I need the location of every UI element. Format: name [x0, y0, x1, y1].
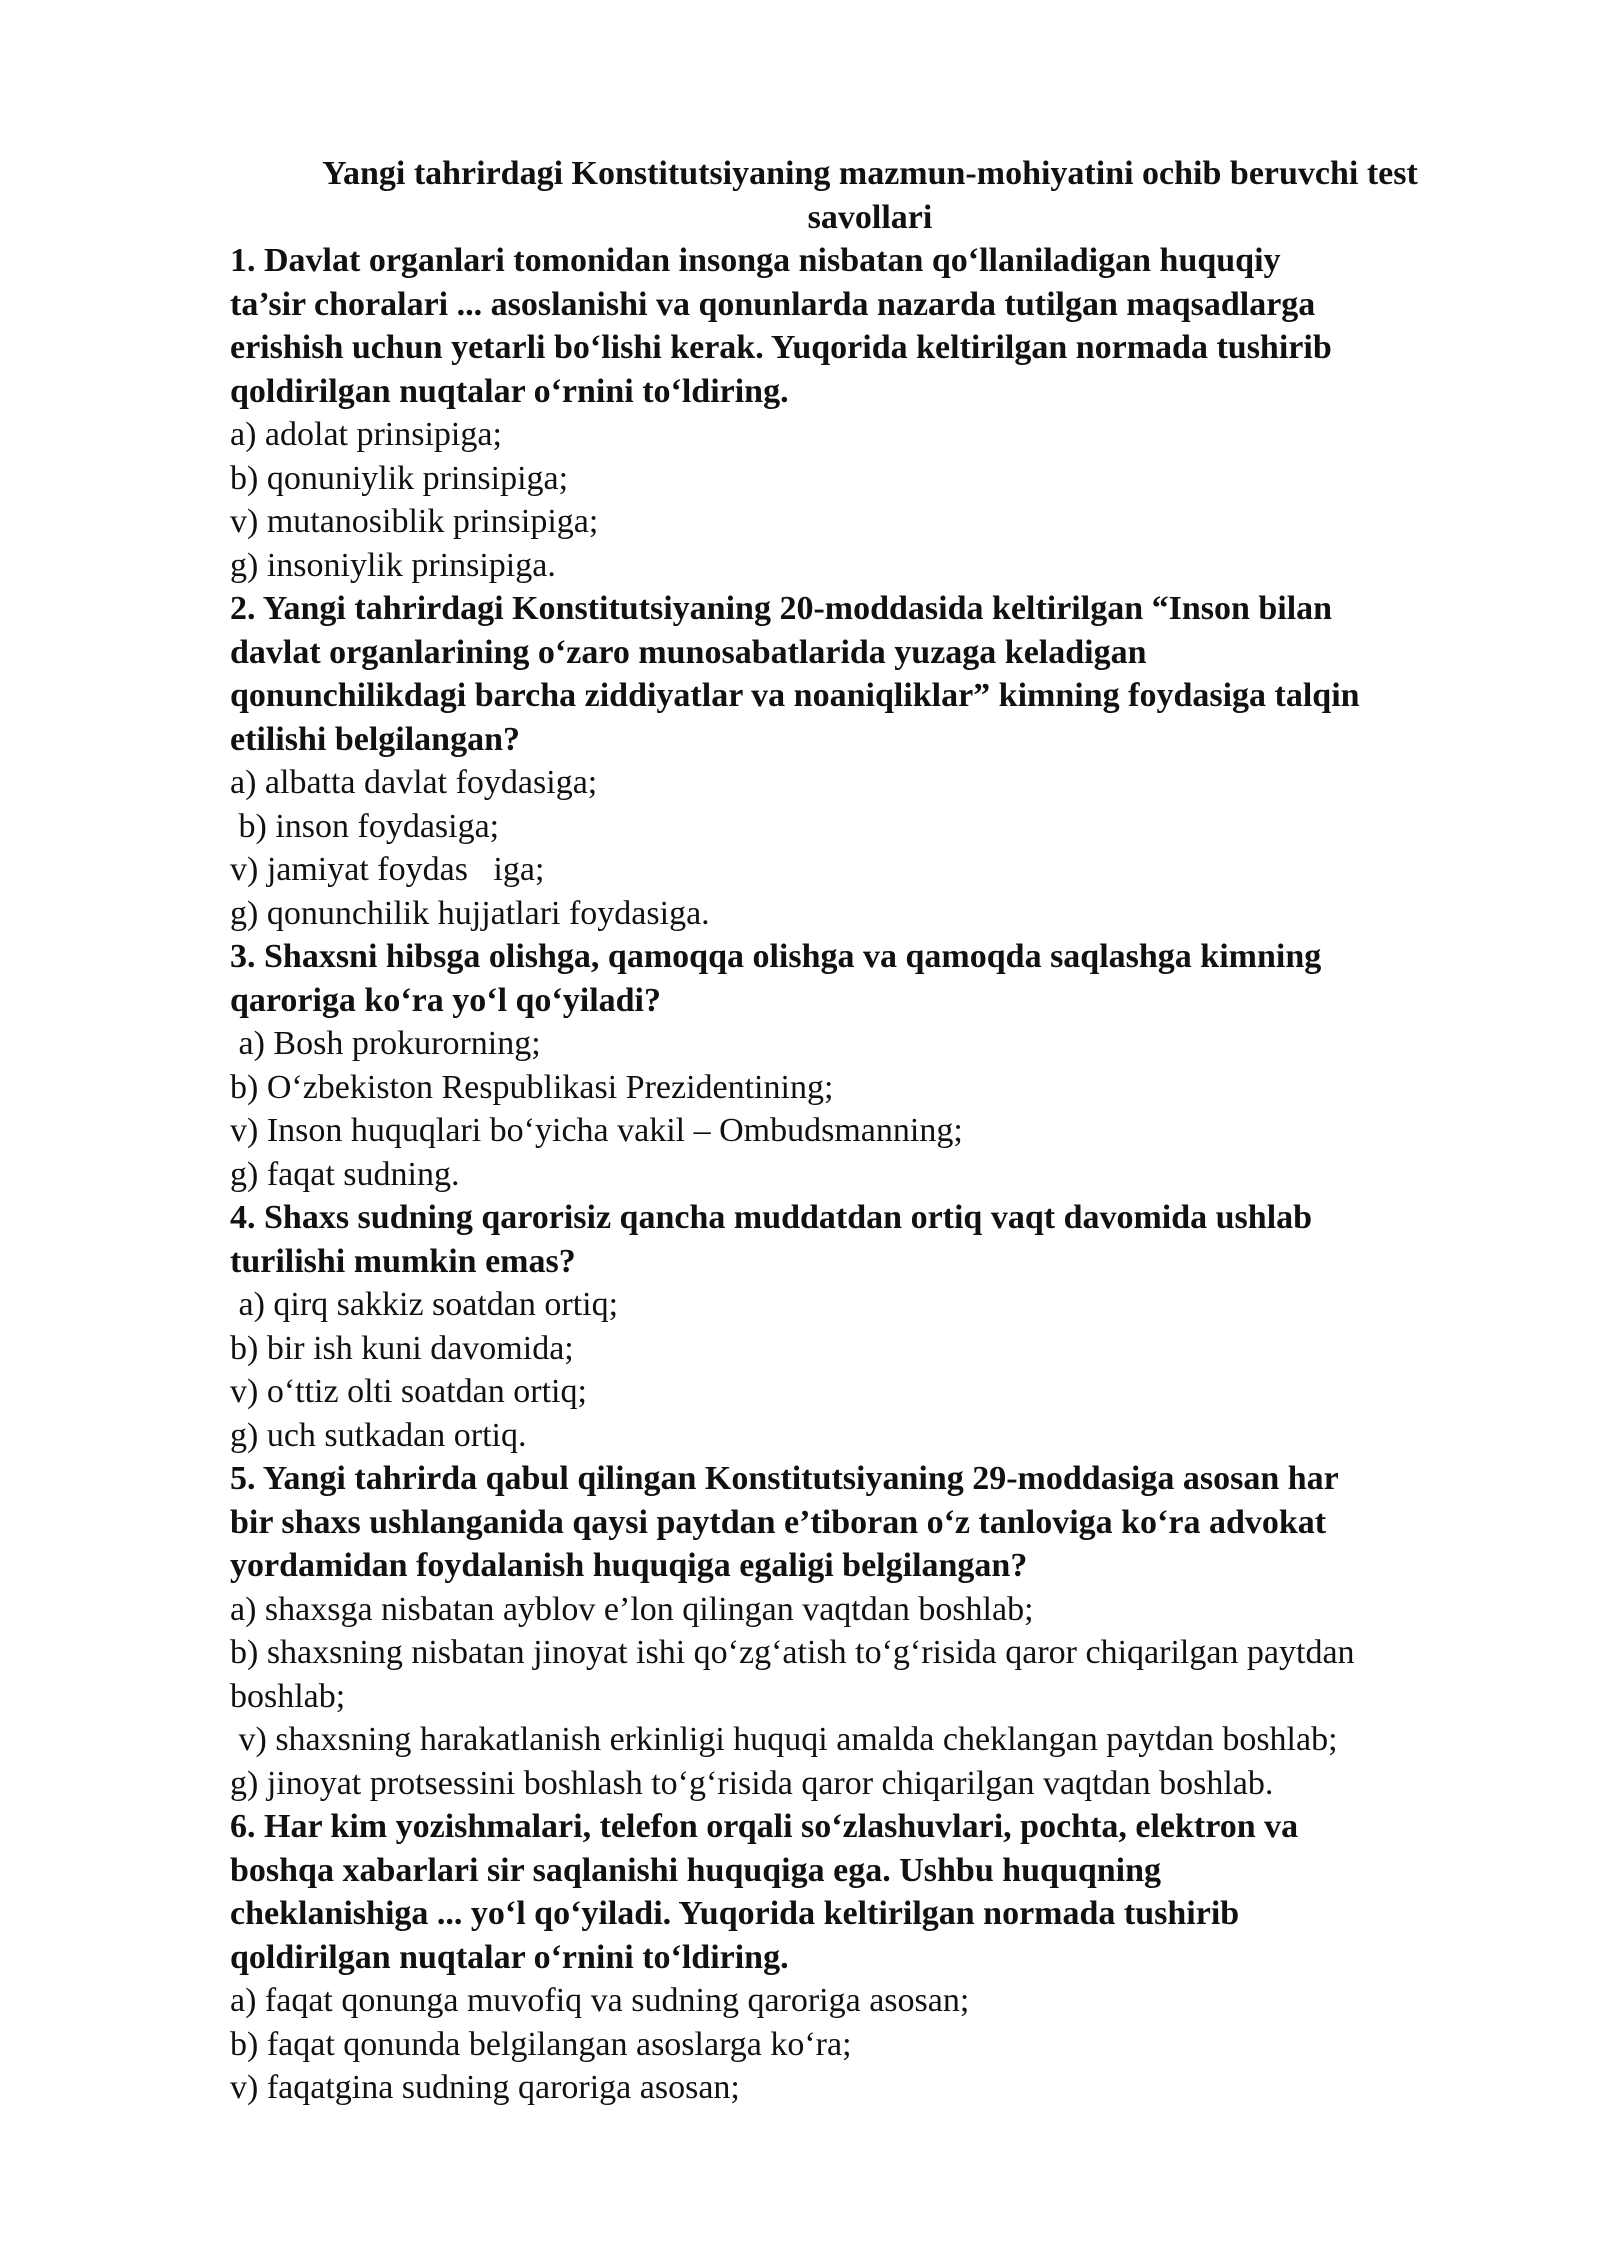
question-block — [230, 587, 1530, 935]
question-block — [230, 239, 1530, 587]
answer-option-line: v) shaxsning harakatlanish erkinligi huquqi amalda cheklangan paytdan boshlab; — [230, 1721, 1338, 1758]
answer-option-line: g) jinoyat protsessini boshlash to‘g‘risida qaror chiqarilgan vaqtdan boshlab. — [230, 1764, 1274, 1802]
question-block — [230, 1196, 1530, 1457]
answer-option-line: v) jamiyat foydas iga; — [230, 851, 545, 888]
answer-option-line: a) albatta davlat foydasiga; — [230, 764, 598, 801]
question-line: qoldirilgan nuqtalar o‘rnini to‘ldiring. — [230, 1938, 789, 1976]
answer-option-line: g) qonunchilik hujjatlari foydasiga. — [230, 894, 710, 932]
question-block — [230, 1805, 1530, 2110]
answer-option-line: a) qirq sakkiz soatdan ortiq; — [230, 1286, 619, 1323]
question-line: 1. Davlat organlari tomonidan insonga nisbatan qo‘llaniladigan huquqiy — [230, 242, 1281, 279]
question-line: 4. Shaxs sudning qarorisiz qancha muddatdan ortiq vaqt davomida ushlab — [230, 1199, 1313, 1236]
question-text — [230, 1196, 1530, 1283]
question-text — [230, 1457, 1530, 1588]
answer-option-line: b) qonuniylik prinsipiga; — [230, 459, 569, 497]
answer-option — [230, 1718, 1530, 1762]
answer-option-line: g) faqat sudning. — [230, 1155, 460, 1193]
answer-option-line: v) faqatgina sudning qaroriga asosan; — [230, 2069, 740, 2106]
answer-option-line: boshlab; — [230, 1677, 346, 1715]
answer-option-line: a) faqat qonunga muvofiq va sudning qaroriga asosan; — [230, 1982, 970, 2019]
question-line: davlat organlarining o‘zaro munosabatlarida yuzaga keladigan — [230, 633, 1147, 671]
answer-option-line: a) shaxsga nisbatan ayblov e’lon qilingan vaqtdan boshlab; — [230, 1590, 1034, 1628]
answer-option — [230, 457, 1530, 501]
question-line: cheklanishiga ... yo‘l qo‘yiladi. Yuqorida keltirilgan normada tushirib — [230, 1895, 1240, 1932]
answer-option — [230, 1327, 1530, 1371]
answer-option — [230, 1631, 1530, 1718]
answer-option — [230, 761, 1530, 805]
answer-option — [230, 1762, 1530, 1806]
answer-option — [230, 848, 1530, 892]
answer-options — [230, 1979, 1530, 2110]
question-block — [230, 935, 1530, 1196]
answer-option — [230, 500, 1530, 544]
question-line: qaroriga ko‘ra yo‘l qo‘yiladi? — [230, 981, 661, 1019]
answer-option-line: b) faqat qonunda belgilangan asoslarga ko‘ra; — [230, 2025, 852, 2063]
answer-option — [230, 1588, 1530, 1632]
answer-option-line: b) shaxsning nisbatan jinoyat ishi qo‘zg‘atish to‘g‘risida qaror chiqarilgan paytdan — [230, 1634, 1355, 1671]
answer-option — [230, 1109, 1530, 1153]
answer-option — [230, 805, 1530, 849]
answer-option-line: g) insoniylik prinsipiga. — [230, 546, 556, 584]
question-line: 5. Yangi tahrirda qabul qilingan Konstitutsiyaning 29-moddasiga asosan har — [230, 1460, 1339, 1497]
answer-options — [230, 1022, 1530, 1196]
answer-option — [230, 544, 1530, 588]
answer-option-line: a) Bosh prokurorning; — [230, 1025, 541, 1062]
question-line: qonunchilikdagi barcha ziddiyatlar va noaniqliklar” kimning foydasiga talqin — [230, 677, 1360, 714]
question-line: turilishi mumkin emas? — [230, 1242, 576, 1280]
answer-option — [230, 2066, 1530, 2110]
answer-option — [230, 1979, 1530, 2023]
answer-option — [230, 1066, 1530, 1110]
answer-option-line: b) bir ish kuni davomida; — [230, 1329, 574, 1367]
answer-option — [230, 1283, 1530, 1327]
answer-option — [230, 1414, 1530, 1458]
answer-options — [230, 1283, 1530, 1457]
answer-option-line: v) Inson huquqlari bo‘yicha vakil – Ombudsmanning; — [230, 1112, 963, 1149]
question-line: boshqa xabarlari sir saqlanishi huquqiga ega. Ushbu huquqning — [230, 1851, 1162, 1889]
answer-options — [230, 413, 1530, 587]
answer-option — [230, 2023, 1530, 2067]
question-block — [230, 1457, 1530, 1805]
question-line: 2. Yangi tahrirdagi Konstitutsiyaning 20-moddasida keltirilgan “Inson bilan — [230, 590, 1333, 627]
question-line: etilishi belgilangan? — [230, 720, 520, 758]
question-line: qoldirilgan nuqtalar o‘rnini to‘ldiring. — [230, 372, 789, 410]
answer-option-line: v) mutanosiblik prinsipiga; — [230, 503, 599, 540]
answer-option — [230, 1153, 1530, 1197]
question-line: 3. Shaxsni hibsga olishga, qamoqqa olishga va qamoqda saqlashga kimning — [230, 938, 1322, 975]
question-text — [230, 1805, 1530, 1979]
document-title — [230, 152, 1510, 239]
title-line: savollari — [807, 198, 933, 236]
question-line: 6. Har kim yozishmalari, telefon orqali so‘zlashuvlari, pochta, elektron va — [230, 1808, 1299, 1845]
answer-option-line: g) uch sutkadan ortiq. — [230, 1416, 527, 1454]
question-line: bir shaxs ushlanganida qaysi paytdan e’tiboran o‘z tanloviga ko‘ra advokat — [230, 1503, 1327, 1541]
question-line: ta’sir choralari ... asoslanishi va qonunlarda nazarda tutilgan maqsadlarga — [230, 285, 1316, 323]
questions-list — [230, 239, 1530, 2110]
question-text — [230, 935, 1530, 1022]
answer-option — [230, 413, 1530, 457]
answer-option — [230, 892, 1530, 936]
answer-option-line: a) adolat prinsipiga; — [230, 416, 502, 453]
answer-option-line: b) inson foydasiga; — [230, 807, 500, 845]
title-line: Yangi tahrirdagi Konstitutsiyaning mazmun-mohiyatini ochib beruvchi test — [322, 155, 1418, 192]
question-text — [230, 587, 1530, 761]
answer-options — [230, 1588, 1530, 1806]
answer-option — [230, 1022, 1530, 1066]
question-text — [230, 239, 1530, 413]
answer-option-line: b) O‘zbekiston Respublikasi Prezidentining; — [230, 1068, 834, 1106]
question-line: erishish uchun yetarli bo‘lishi kerak. Yuqorida keltirilgan normada tushirib — [230, 329, 1332, 366]
answer-options — [230, 761, 1530, 935]
answer-option — [230, 1370, 1530, 1414]
question-line: yordamidan foydalanish huquqiga egaligi belgilangan? — [230, 1547, 1028, 1584]
answer-option-line: v) o‘ttiz olti soatdan ortiq; — [230, 1373, 587, 1410]
